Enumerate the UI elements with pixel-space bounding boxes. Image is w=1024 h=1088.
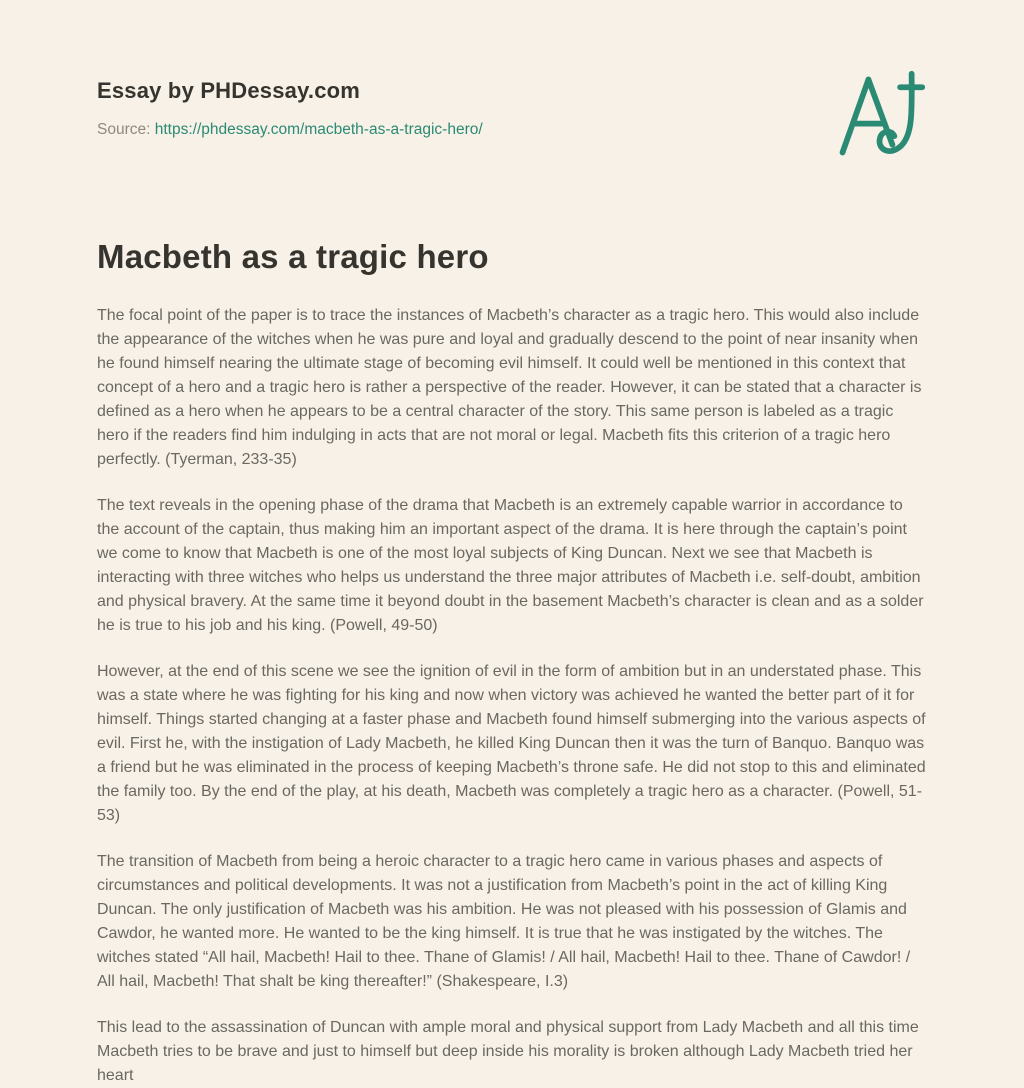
a-plus-logo-icon <box>831 68 927 164</box>
source-line <box>97 121 483 139</box>
source-url-link[interactable]: https://phdessay.com/macbeth-as-a-tragic-hero/ <box>154 121 483 138</box>
header-text-block <box>97 74 483 139</box>
essay-paragraph-5: This lead to the assassination of Duncan with ample moral and physical support from Lady Macbeth and all this time Macbeth tries to be brave and just to himself but deep inside his morality is broken although Lady Macbeth tried her heart <box>97 1019 919 1084</box>
source-label: Source: <box>97 121 151 138</box>
page-header <box>97 74 927 164</box>
essay-paragraph-3: However, at the end of this scene we see the ignition of evil in the form of ambition but in an understated phase. This was a state where he was fighting for his king and now when victory was achieved he wanted the better part of it for himself. Things started changing at a faster phase and Macbeth found himself submerging into the various aspects of evil. First he, with the instigation of Lady Macbeth, he killed King Duncan then it was the turn of Banquo. Banquo was a friend but he was eliminated in the process of keeping Macbeth’s throne safe. He did not stop to this and eliminated the family too. By the end of the play, at his death, Macbeth was completely a tragic hero as a character. (Powell, 51-53) <box>97 663 926 824</box>
essay-body <box>97 304 927 1088</box>
essay-paragraph-2: The text reveals in the opening phase of the drama that Macbeth is an extremely capable warrior in accordance to the account of the captain, thus making him an important aspect of the drama. It is here through the captain’s point we come to know that Macbeth is one of the most loyal subjects of King Duncan. Next we see that Macbeth is interacting with three witches who helps us understand the three major attributes of Macbeth i.e. self-doubt, ambition and physical bravery. At the same time it beyond doubt in the basement Macbeth’s character is clean and as a solder he is true to his job and his king. (Powell, 49-50) <box>97 497 924 634</box>
essay-title: Macbeth as a tragic hero <box>97 238 489 275</box>
brand-title: Essay by PHDessay.com <box>97 78 361 103</box>
phdessay-logo <box>831 68 927 164</box>
essay-paragraph-4: The transition of Macbeth from being a heroic character to a tragic hero came in various phases and aspects of circumstances and political developments. It was not a justification from Macbeth’s point in the act of killing King Duncan. The only justification of Macbeth was his ambition. He was not pleased with his possession of Glamis and Cawdor, he wanted more. He wanted to be the king himself. It is true that he was instigated by the witches. The witches stated “All hail, Macbeth! Hail to thee. Thane of Glamis! / All hail, Macbeth! Hail to thee. Thane of Cawdor! / All hail, Macbeth! That shalt be king thereafter!” (Shakespeare, I.3) <box>97 853 911 990</box>
essay-paragraph-1: The focal point of the paper is to trace the instances of Macbeth’s character as a tragic hero. This would also include the appearance of the witches when he was pure and loyal and gradually descend to the point of near insanity when he found himself nearing the ultimate stage of becoming evil himself. It could well be mentioned in this context that concept of a hero and a tragic hero is rather a perspective of the reader. However, it can be stated that a character is defined as a hero when he appears to be a central character of the story. This same person is labeled as a tragic hero if the readers find him indulging in acts that are not moral or legal. Macbeth fits this criterion of a tragic hero perfectly. (Tyerman, 233-35) <box>97 307 922 468</box>
